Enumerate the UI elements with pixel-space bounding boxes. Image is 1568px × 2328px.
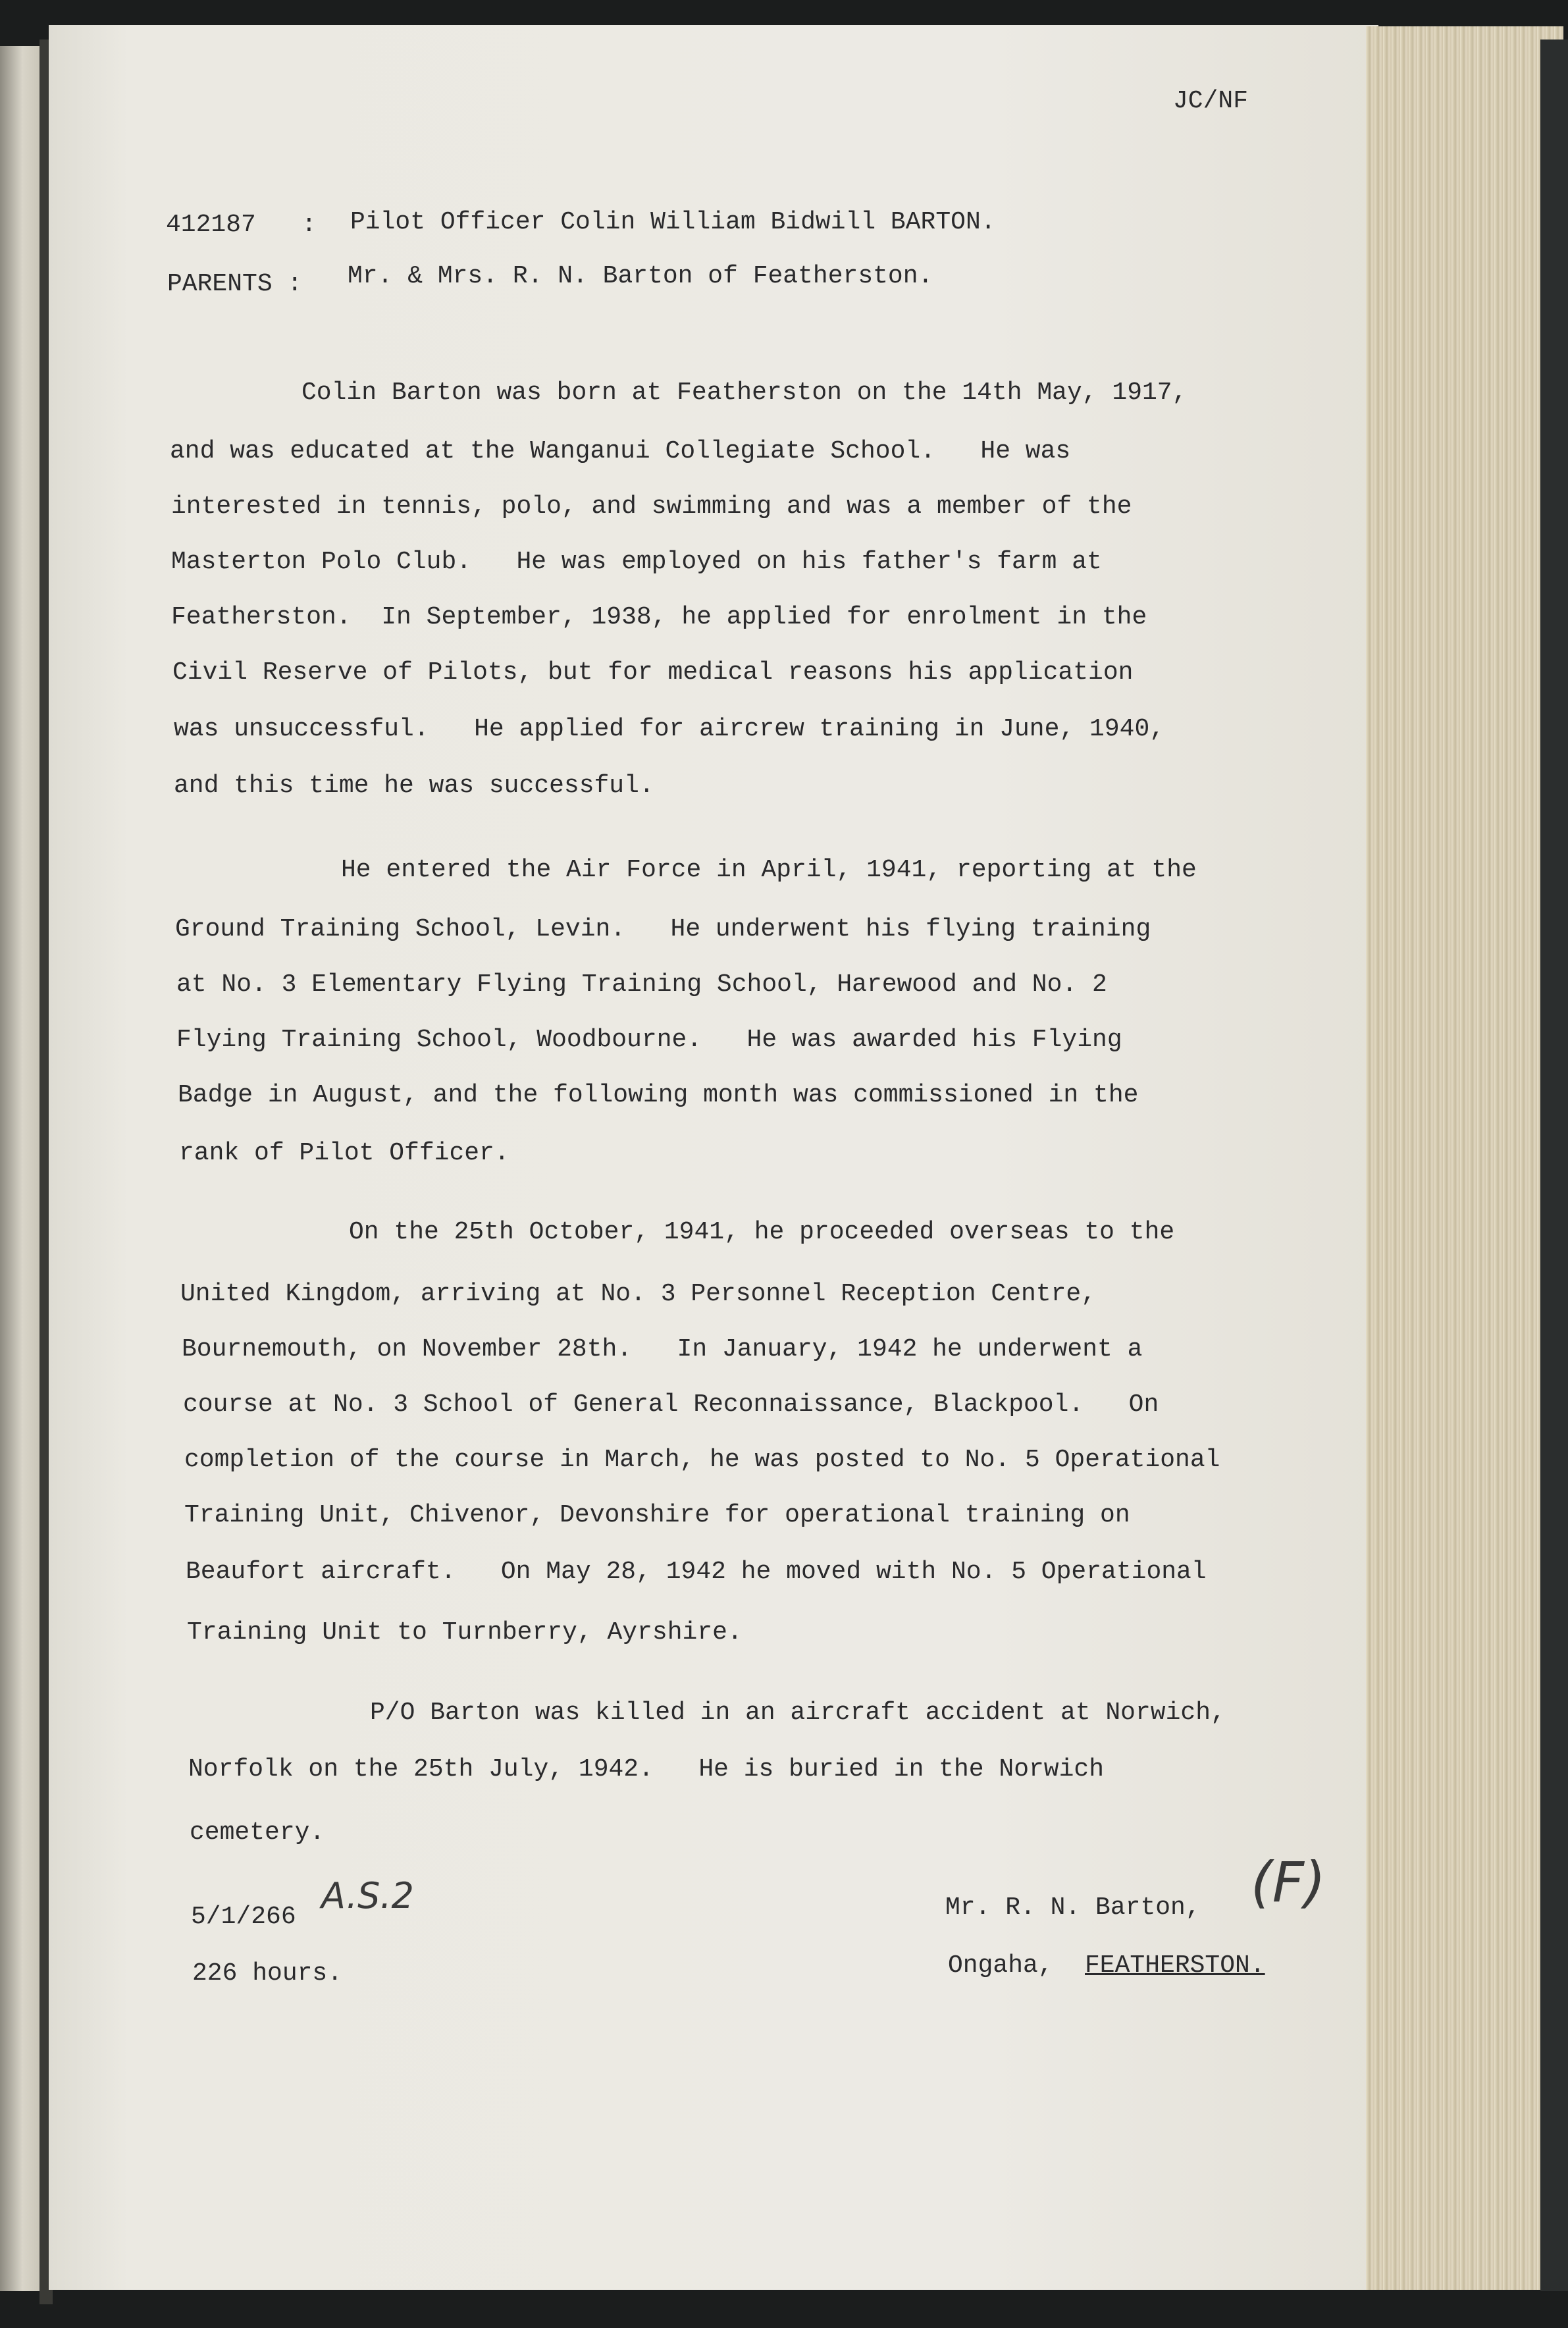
paragraph-line: cemetery.	[190, 1818, 325, 1847]
paragraph-line: Colin Barton was born at Featherston on the 14th May, 1917,	[301, 379, 1188, 407]
paragraph-line: Bournemouth, on November 28th. In January, 1942 he underwent a	[182, 1335, 1143, 1363]
paragraph-line: Training Unit to Turnberry, Ayrshire.	[187, 1618, 743, 1647]
paragraph-line: P/O Barton was killed in an aircraft accident at Norwich,	[370, 1699, 1226, 1727]
addressee-place: Ongaha,	[948, 1951, 1053, 1980]
addressee-town: FEATHERSTON.	[1085, 1951, 1265, 1980]
paragraph-line: was unsuccessful. He applied for aircrew training in June, 1940,	[174, 715, 1165, 743]
parents-value: Mr. & Mrs. R. N. Barton of Featherston.	[348, 262, 933, 290]
title-separator: :	[301, 211, 317, 239]
service-number: 412187	[166, 211, 256, 239]
officer-name: Pilot Officer Colin William Bidwill BARTON.	[350, 208, 996, 236]
file-reference: 5/1/266	[191, 1903, 296, 1931]
reference-code: JC/NF	[1173, 87, 1249, 115]
paragraph-line: Masterton Polo Club. He was employed on his father's farm at	[171, 548, 1102, 576]
paragraph-line: He entered the Air Force in April, 1941, reporting at the	[341, 856, 1197, 884]
handwritten-note: A.S.2	[321, 1875, 414, 1917]
paragraph-line: completion of the course in March, he was posted to No. 5 Operational	[184, 1446, 1220, 1474]
paragraph-line: and this time he was successful.	[174, 772, 654, 800]
hours-flown: 226 hours.	[192, 1959, 343, 1988]
paragraph-line: and was educated at the Wanganui Collegiate School. He was	[170, 437, 1071, 465]
paragraph-line: Civil Reserve of Pilots, but for medical reasons his application	[172, 658, 1134, 687]
paragraph-line: United Kingdom, arriving at No. 3 Personnel Reception Centre,	[180, 1280, 1097, 1308]
paragraph-line: Featherston. In September, 1938, he applied for enrolment in the	[171, 603, 1147, 631]
paragraph-line: Badge in August, and the following month was commissioned in the	[178, 1081, 1139, 1109]
addressee-name: Mr. R. N. Barton,	[945, 1893, 1201, 1922]
paragraph-line: Beaufort aircraft. On May 28, 1942 he moved with No. 5 Operational	[186, 1558, 1207, 1586]
paragraph-line: rank of Pilot Officer.	[179, 1139, 510, 1167]
paragraph-line: Flying Training School, Woodbourne. He was awarded his Flying	[176, 1026, 1122, 1054]
paragraph-line: Norfolk on the 25th July, 1942. He is buried in the Norwich	[188, 1755, 1105, 1784]
handwritten-mark: (F)	[1251, 1850, 1326, 1915]
paragraph-line: course at No. 3 School of General Reconnaissance, Blackpool. On	[183, 1390, 1159, 1419]
parents-label: PARENTS :	[167, 270, 303, 298]
paragraph-line: Training Unit, Chivenor, Devonshire for operational training on	[184, 1501, 1130, 1529]
paragraph-line: Ground Training School, Levin. He underwent his flying training	[175, 915, 1151, 943]
paragraph-line: On the 25th October, 1941, he proceeded overseas to the	[349, 1218, 1175, 1246]
paragraph-line: interested in tennis, polo, and swimming and was a member of the	[171, 492, 1132, 521]
paragraph-line: at No. 3 Elementary Flying Training School, Harewood and No. 2	[176, 970, 1107, 999]
